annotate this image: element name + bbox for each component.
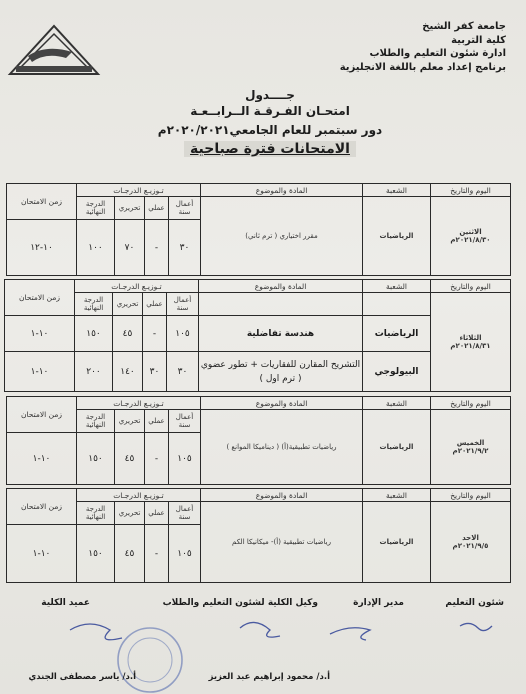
- division-cell: الرياضيات: [363, 316, 431, 352]
- practical-cell: ٣٠: [143, 352, 167, 392]
- exam-date: ٢٠٢١/٨/٣٠م: [450, 236, 491, 244]
- empty-cell: [199, 293, 363, 316]
- subject-cell: رياضيات تطبيقية (أ)- ميكانيكا الكم: [201, 502, 363, 583]
- header-written: تحريري: [115, 197, 145, 220]
- written-cell: ٤٥: [115, 433, 145, 485]
- subject-cell: رياضيات تطبيقية(أ) ( ديناميكا الموانع ): [201, 410, 363, 485]
- department-name: ادارة شئون التعليم والطلاب: [369, 48, 506, 59]
- header-day-date: اليوم والتاريخ: [431, 489, 511, 502]
- exam-date: ٢٠٢١/٩/٢م: [452, 447, 489, 455]
- final-cell: ١٥٠: [77, 525, 115, 583]
- header-exam-time: زمن الامتحان: [5, 280, 75, 316]
- practical-cell: -: [143, 316, 167, 352]
- final-cell: ٢٠٠: [75, 352, 113, 392]
- year-work-cell: ١٠٥: [167, 316, 199, 352]
- written-cell: ٤٥: [115, 525, 145, 583]
- exam-day-date: [431, 410, 511, 485]
- time-cell: ١٠-١: [7, 433, 77, 485]
- header-written: تحريري: [113, 293, 143, 316]
- practical-cell: -: [145, 433, 169, 485]
- practical-cell: -: [145, 220, 169, 276]
- header-day-date: اليوم والتاريخ: [431, 184, 511, 197]
- header-division: الشعبة: [363, 397, 431, 410]
- schedule-title: [110, 88, 430, 157]
- division-cell: الرياضيات: [363, 502, 431, 583]
- header-exam-time: زمن الامتحان: [7, 397, 77, 433]
- exam-table-tuesday: [4, 279, 511, 392]
- dean-name: أ.د/ ياسر مصطفى الجندي: [28, 672, 136, 682]
- year-work-cell: ١٠٥: [169, 433, 201, 485]
- written-cell: ١٤٠: [113, 352, 143, 392]
- exam-date: ٢٠٢١/٩/٥م: [452, 542, 489, 550]
- header-subject: المادة والموضوع: [201, 397, 363, 410]
- year-work-cell: ٣٠: [169, 220, 201, 276]
- exam-day: الاثنين: [459, 228, 482, 236]
- time-cell: ١٠-١: [5, 352, 75, 392]
- empty-cell: [363, 293, 431, 316]
- final-cell: ١٥٠: [77, 433, 115, 485]
- written-cell: ٤٥: [113, 316, 143, 352]
- header-subject: المادة والموضوع: [199, 280, 363, 293]
- exam-date: ٢٠٢١/٨/٣١م: [450, 342, 491, 350]
- header-final: الدرجة النهائية: [77, 410, 115, 433]
- exam-day: الخميس: [456, 439, 485, 447]
- header-day-date: اليوم والتاريخ: [431, 280, 511, 293]
- header-year-work: أعمال سنة: [167, 293, 199, 316]
- exam-day-date: [431, 197, 511, 276]
- title-line-1: جــــدول: [245, 88, 295, 102]
- year-work-cell: ١٠٥: [169, 525, 201, 583]
- exam-table-thursday: [6, 396, 511, 485]
- program-name: برنامج إعداد معلم باللغة الانجليزية: [339, 61, 506, 73]
- header-year-work: أعمال سنة: [169, 502, 201, 525]
- header-practical: عملي: [145, 197, 169, 220]
- exam-table-monday: [6, 183, 511, 276]
- year-work-cell: ٣٠: [167, 352, 199, 392]
- header-division: الشعبة: [363, 184, 431, 197]
- header-practical: عملي: [143, 293, 167, 316]
- header-final: الدرجة النهائية: [77, 502, 115, 525]
- header-subject: المادة والموضوع: [201, 489, 363, 502]
- signature-title-3: وكيل الكلية لشئون التعليم والطلاب: [162, 598, 318, 608]
- vice-dean-name: أ.د/ محمود إبراهيم عبد العزيز: [208, 672, 330, 682]
- final-cell: ١٥٠: [75, 316, 113, 352]
- header-subject: المادة والموضوع: [201, 184, 363, 197]
- subject-cell: مقرر اختياري ( ترم ثاني): [201, 197, 363, 276]
- final-cell: ١٠٠: [77, 220, 115, 276]
- time-cell: ١٠-١: [7, 525, 77, 583]
- header-written: تحريري: [115, 502, 145, 525]
- institution-header: [276, 20, 506, 74]
- signature-title-4: عميد الكلية: [41, 598, 90, 608]
- time-cell: ١٠-١٢: [7, 220, 77, 276]
- exam-day-date: [431, 293, 511, 392]
- header-exam-time: زمن الامتحان: [7, 489, 77, 525]
- header-day-date: اليوم والتاريخ: [431, 397, 511, 410]
- header-practical: عملي: [145, 502, 169, 525]
- header-exam-time: زمن الامتحان: [7, 184, 77, 220]
- written-cell: ٧٠: [115, 220, 145, 276]
- header-division: الشعبة: [363, 489, 431, 502]
- subject-cell: التشريح المقارن للفقاريات + تطور عضوي ( ترم اول ): [199, 352, 363, 392]
- header-written: تحريري: [115, 410, 145, 433]
- header-final: الدرجة النهائية: [77, 197, 115, 220]
- title-line-2: امتحـان الفـرقـة الــرابــعـة: [190, 104, 350, 118]
- signature-title-1: شئون التعليم: [445, 598, 504, 608]
- division-cell: البيولوجي: [363, 352, 431, 392]
- faculty-logo: [6, 22, 102, 78]
- university-name: جامعة كفر الشيخ: [422, 21, 506, 32]
- exam-day: الاحد: [462, 534, 479, 542]
- division-cell: الرياضيات: [363, 197, 431, 276]
- header-distribution: تـوزيـع الدرجـات: [77, 184, 201, 197]
- header-practical: عملي: [145, 410, 169, 433]
- exam-day: الثلاثاء: [459, 334, 482, 342]
- exam-day-date: [431, 502, 511, 583]
- practical-cell: -: [145, 525, 169, 583]
- header-distribution: تـوزيـع الدرجـات: [77, 397, 201, 410]
- subject-cell: هندسة تفاضلية: [199, 316, 363, 352]
- header-distribution: تـوزيـع الدرجـات: [75, 280, 199, 293]
- title-line-4: الامتحانات فترة صباحية: [184, 141, 356, 157]
- header-year-work: أعمال سنة: [169, 197, 201, 220]
- header-final: الدرجة النهائية: [75, 293, 113, 316]
- header-distribution: تـوزيـع الدرجـات: [77, 489, 201, 502]
- exam-table-sunday: [6, 488, 511, 583]
- division-cell: الرياضيات: [363, 410, 431, 485]
- title-line-3: دور سبتمبر للعام الجامعي٢٠٢٠/٢٠٢١م: [157, 123, 383, 137]
- signature-title-2: مدير الإدارة: [353, 598, 404, 608]
- faculty-name: كلية التربية: [451, 34, 506, 46]
- header-division: الشعبة: [363, 280, 431, 293]
- header-year-work: أعمال سنة: [169, 410, 201, 433]
- time-cell: ١٠-١: [5, 316, 75, 352]
